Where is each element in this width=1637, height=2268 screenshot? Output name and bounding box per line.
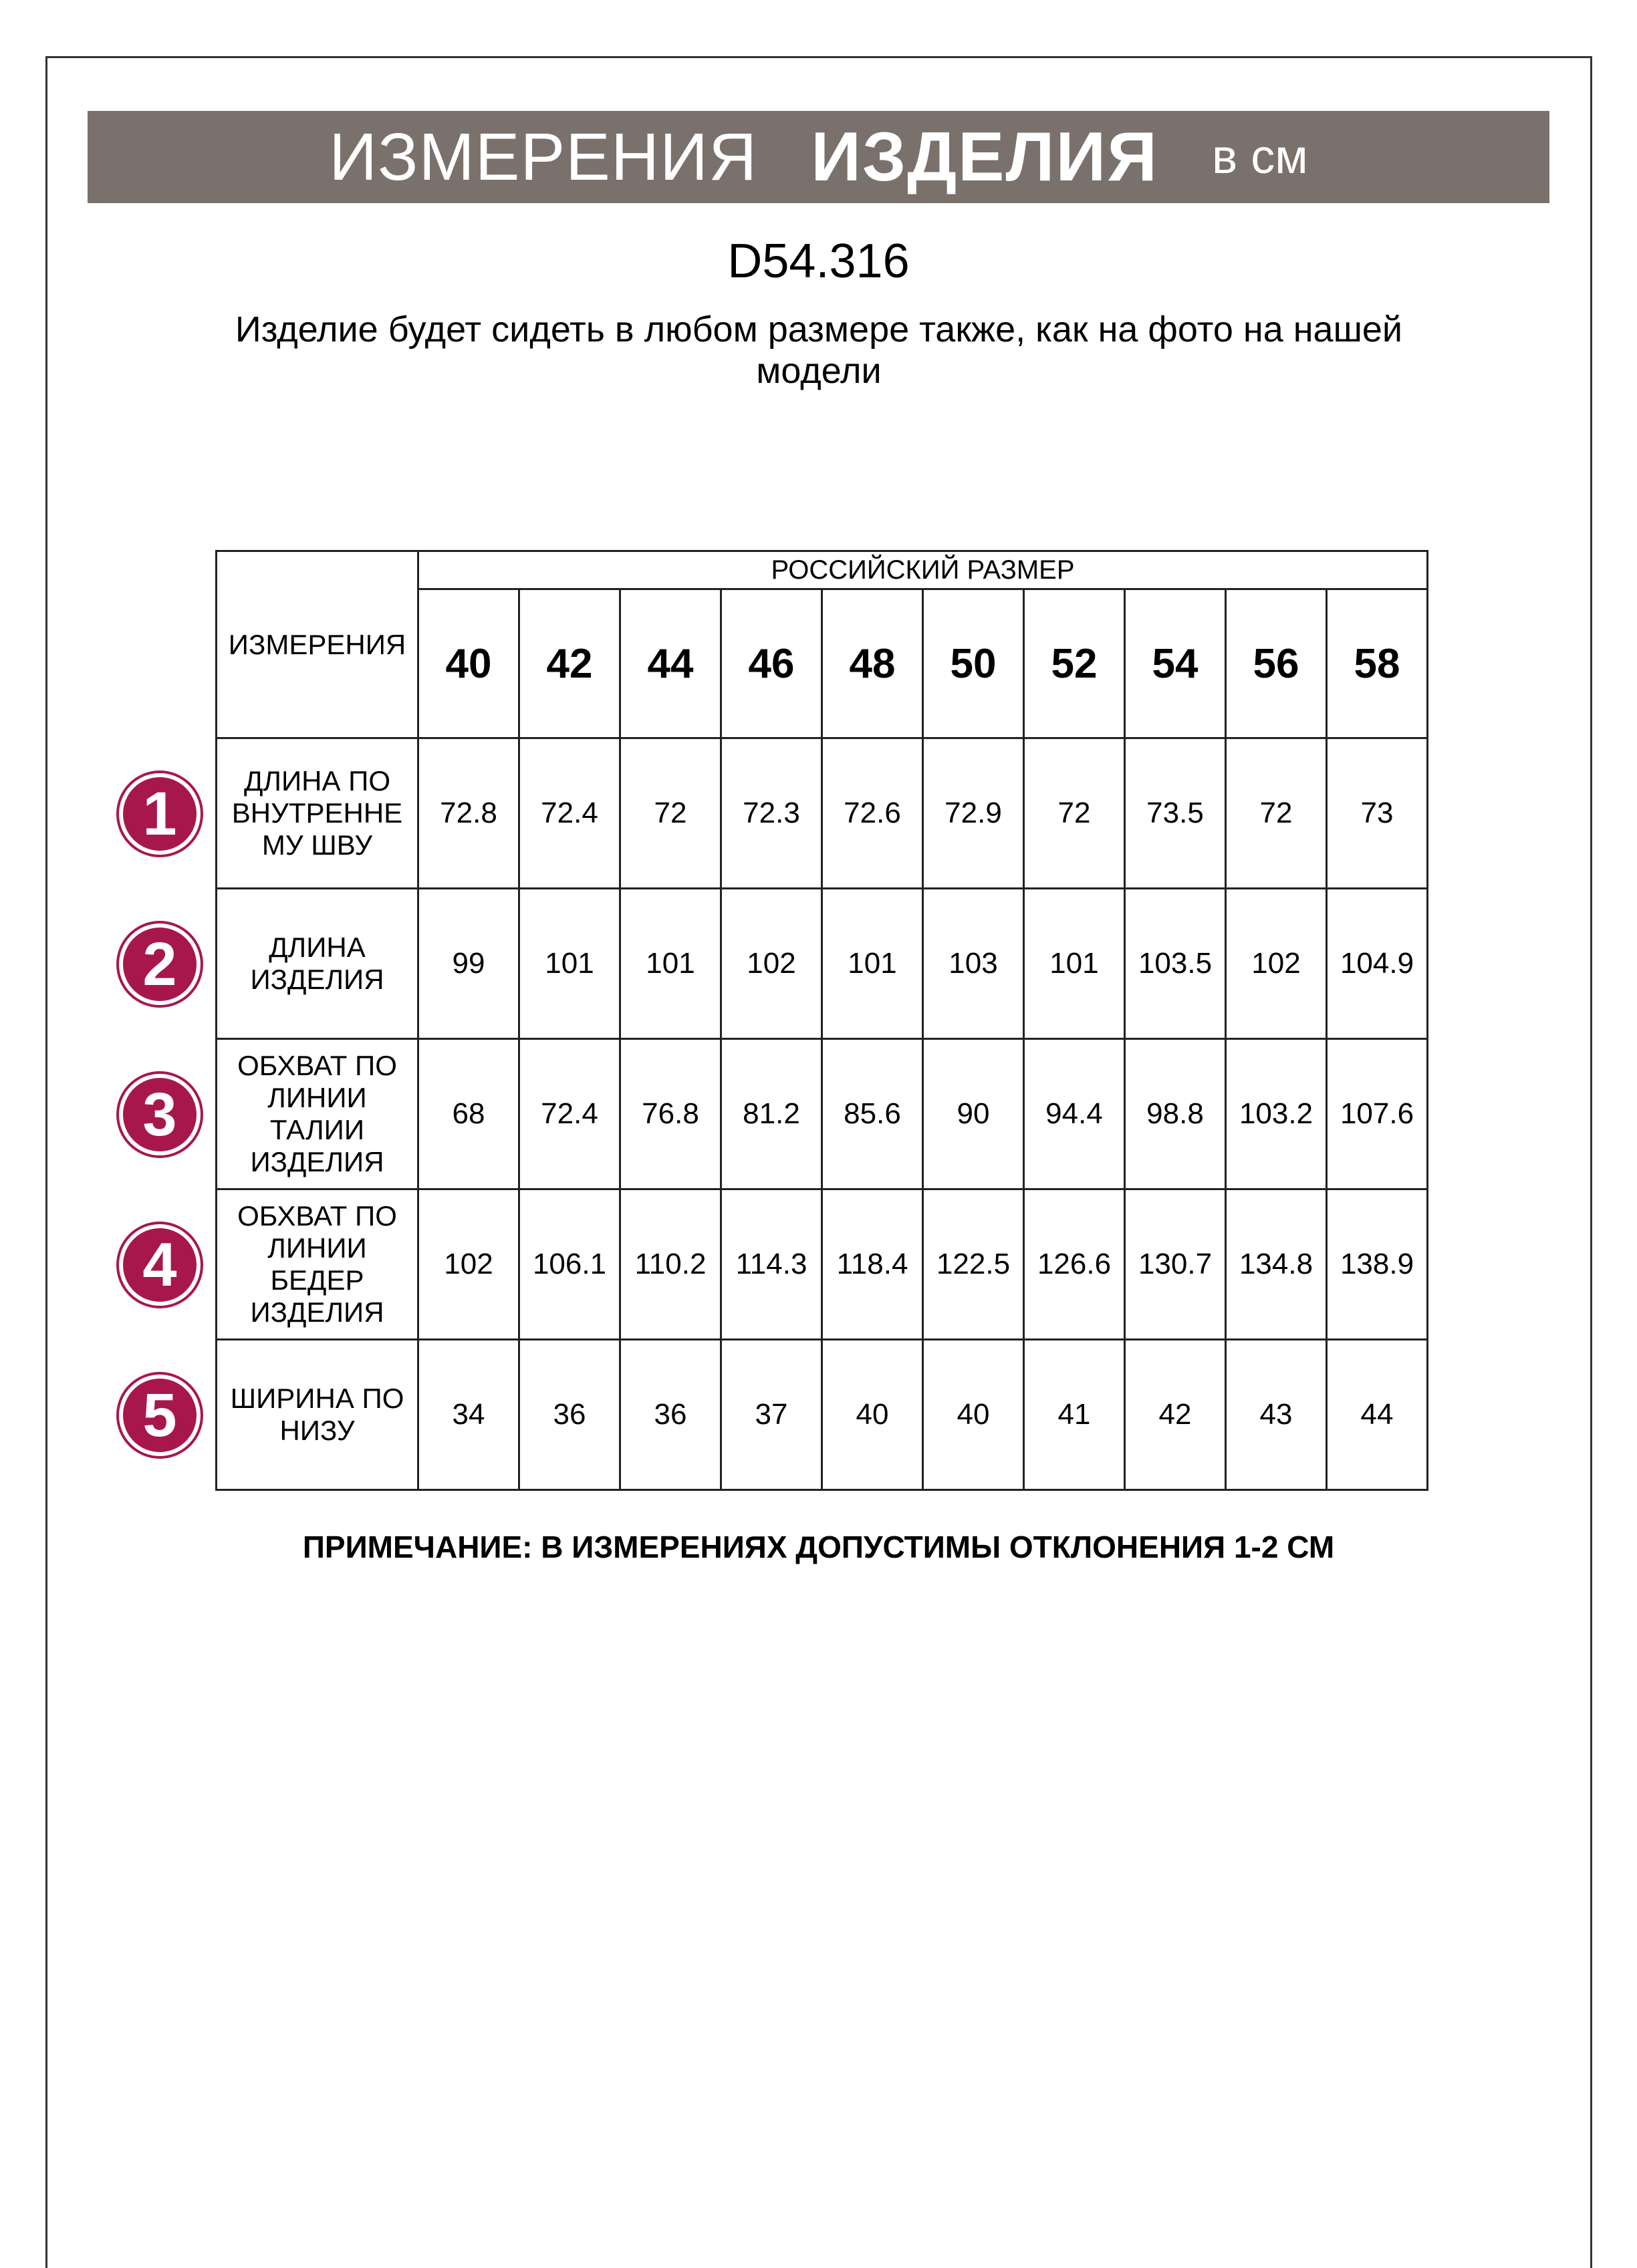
table-cell: 73.5 [1125,738,1226,889]
size-header: 52 [1024,589,1125,738]
table-cell: 72.4 [519,738,620,889]
table-cell: 72.4 [519,1039,620,1189]
table-cell: 68 [418,1039,519,1189]
title-units: в см [1212,130,1308,184]
table-cell: 101 [620,889,721,1039]
measurement-label: ДЛИНА ИЗДЕЛИЯ [217,889,418,1039]
note: ПРИМЕЧАНИЕ: В ИЗМЕРЕНИЯХ ДОПУСТИМЫ ОТКЛОНЕНИЯ 1-2 СМ [302,1530,1335,1564]
table-cell: 40 [822,1340,923,1490]
size-table [215,550,1428,1491]
table-cell: 110.2 [620,1189,721,1340]
table-row [217,738,1428,889]
measurement-label: ШИРИНА ПО НИЗУ [217,1340,418,1490]
table-row [217,1039,1428,1189]
size-group-label: РОССИЙСКИЙ РАЗМЕР [418,551,1428,589]
table-row [217,1340,1428,1490]
size-header: 50 [923,589,1024,738]
title-banner [88,111,1549,203]
size-header: 40 [418,589,519,738]
table-cell: 76.8 [620,1039,721,1189]
table-row [217,889,1428,1039]
table-cell: 44 [1327,1340,1428,1490]
row-number-badge: 1 [119,773,201,855]
size-header: 48 [822,589,923,738]
size-header: 54 [1125,589,1226,738]
table-cell: 98.8 [1125,1039,1226,1189]
table-cell: 34 [418,1340,519,1490]
corner-label: ИЗМЕРЕНИЯ [217,551,418,738]
size-header: 42 [519,589,620,738]
table-cell: 102 [721,889,822,1039]
table-cell: 40 [923,1340,1024,1490]
table-cell: 103.5 [1125,889,1226,1039]
size-header: 58 [1327,589,1428,738]
table-cell: 99 [418,889,519,1039]
table-cell: 107.6 [1327,1039,1428,1189]
table-row [217,1189,1428,1340]
table-cell: 101 [822,889,923,1039]
row-number-badge: 5 [119,1375,201,1456]
title-part1: ИЗМЕРЕНИЯ [329,119,758,194]
table-cell: 130.7 [1125,1189,1226,1340]
table-cell: 36 [620,1340,721,1490]
measurement-label: ОБХВАТ ПО ЛИНИИ БЕДЕР ИЗДЕЛИЯ [217,1189,418,1340]
table-cell: 134.8 [1226,1189,1327,1340]
table-cell: 72 [1024,738,1125,889]
table-cell: 90 [923,1039,1024,1189]
table-cell: 72 [1226,738,1327,889]
table-cell: 94.4 [1024,1039,1125,1189]
table-cell: 81.2 [721,1039,822,1189]
table-cell: 41 [1024,1340,1125,1490]
product-code: D54.316 [727,235,910,288]
table-cell: 103 [923,889,1024,1039]
table-cell: 73 [1327,738,1428,889]
table-cell: 72 [620,738,721,889]
table-cell: 42 [1125,1340,1226,1490]
table-cell: 85.6 [822,1039,923,1189]
table-cell: 118.4 [822,1189,923,1340]
table-cell: 72.9 [923,738,1024,889]
size-header: 46 [721,589,822,738]
table-cell: 138.9 [1327,1189,1428,1340]
table-cell: 72.3 [721,738,822,889]
table-cell: 104.9 [1327,889,1428,1039]
table-cell: 36 [519,1340,620,1490]
table-cell: 126.6 [1024,1189,1125,1340]
table-cell: 102 [1226,889,1327,1039]
table-cell: 106.1 [519,1189,620,1340]
size-header: 44 [620,589,721,738]
row-number-badge: 2 [119,924,201,1005]
table-cell: 72.8 [418,738,519,889]
measurement-label: ОБХВАТ ПО ЛИНИИ ТАЛИИ ИЗДЕЛИЯ [217,1039,418,1189]
measurement-label: ДЛИНА ПО ВНУТРЕННЕ МУ ШВУ [217,738,418,889]
table-cell: 122.5 [923,1189,1024,1340]
table-cell: 37 [721,1340,822,1490]
table-cell: 101 [519,889,620,1039]
size-header: 56 [1226,589,1327,738]
table-cell: 114.3 [721,1189,822,1340]
subtitle: Изделие будет сидеть в любом размере также, как на фото на нашей модели [235,309,1403,391]
table-cell: 72.6 [822,738,923,889]
row-number-badge: 4 [119,1224,201,1306]
table-cell: 101 [1024,889,1125,1039]
row-number-badge: 3 [119,1074,201,1155]
table-cell: 103.2 [1226,1039,1327,1189]
table-cell: 102 [418,1189,519,1340]
table-cell: 43 [1226,1340,1327,1490]
title-part2: ИЗДЕЛИЯ [811,118,1159,196]
